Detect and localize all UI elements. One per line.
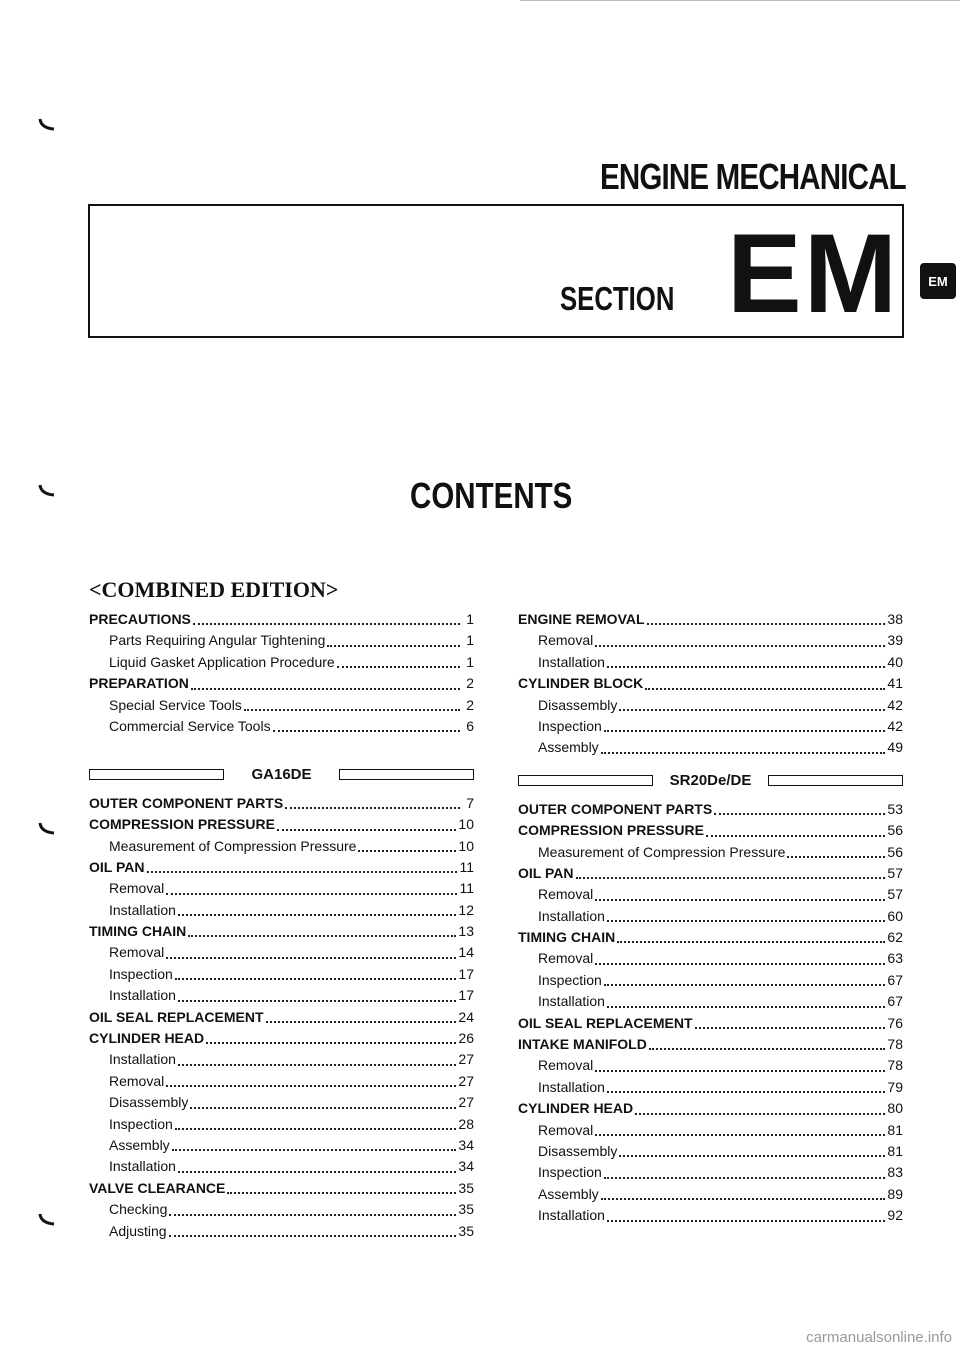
toc-entry-title: Installation <box>109 901 176 918</box>
toc-entry-page: 79 <box>887 1078 903 1095</box>
toc-entry-page: 92 <box>887 1207 903 1224</box>
dot-leader <box>607 1220 885 1222</box>
dot-leader <box>595 1134 885 1136</box>
toc-entry-title: ENGINE REMOVAL <box>518 611 645 627</box>
toc-entry-page: 11 <box>459 880 474 897</box>
toc-entry-title: Commercial Service Tools <box>109 717 271 734</box>
toc-entry[interactable] <box>518 948 903 969</box>
toc-entry-title: Installation <box>109 1051 176 1068</box>
toc-entry-title: Inspection <box>538 1164 602 1181</box>
dot-leader <box>166 957 456 959</box>
toc-entry-title: Inspection <box>538 717 602 734</box>
banner-box <box>768 775 903 786</box>
toc-entry-title: PREPARATION <box>89 675 189 692</box>
toc-entry[interactable] <box>89 630 474 651</box>
toc-entry-page: 42 <box>887 717 903 734</box>
dot-leader <box>601 1198 886 1200</box>
contents-heading: CONTENTS <box>410 475 573 516</box>
toc-entry[interactable] <box>518 820 903 841</box>
toc-entry-page: 76 <box>887 1014 903 1031</box>
toc-entry-page: 2 <box>466 696 474 713</box>
toc-entry[interactable] <box>89 652 474 673</box>
dot-leader <box>576 877 886 879</box>
dot-leader <box>193 623 460 625</box>
toc-entry-page: 57 <box>887 886 903 903</box>
dot-leader <box>169 1235 457 1237</box>
toc-entry[interactable] <box>518 1013 903 1034</box>
toc-entry-title: Disassembly <box>109 1094 189 1111</box>
toc-entry-title: OIL SEAL REPLACEMENT <box>89 1008 264 1025</box>
toc-entry-page: 13 <box>458 923 474 940</box>
corner-mark-icon <box>38 1213 56 1227</box>
toc-entry-page: 1 <box>466 653 474 670</box>
toc-entry-title: CYLINDER BLOCK <box>518 675 644 692</box>
toc-entry-title: Disassembly <box>538 1142 618 1159</box>
toc-entry-page: 35 <box>458 1222 474 1239</box>
toc-entry[interactable] <box>518 673 903 694</box>
toc-entry[interactable] <box>89 793 474 814</box>
corner-mark-icon <box>38 118 56 132</box>
toc-entry-title: CYLINDER HEAD <box>89 1030 205 1047</box>
dot-leader <box>175 1128 457 1130</box>
dot-leader <box>595 899 885 901</box>
toc-entry[interactable] <box>518 609 903 630</box>
toc-entry-page: 67 <box>887 993 903 1010</box>
dot-leader <box>147 871 458 873</box>
toc-entry[interactable] <box>518 863 903 884</box>
engine-banner <box>518 769 903 793</box>
toc-entry[interactable] <box>518 884 903 905</box>
toc-entry-title: PRECAUTIONS <box>89 611 191 627</box>
toc-entry[interactable] <box>89 942 474 963</box>
toc-entry-title: Installation <box>538 653 605 670</box>
toc-entry-page: 26 <box>458 1030 474 1047</box>
toc-entry-title: Removal <box>538 1121 594 1138</box>
toc-entry-page: 27 <box>458 1072 474 1089</box>
toc-entry-title: Removal <box>538 950 594 967</box>
toc-entry[interactable] <box>89 1092 474 1113</box>
dot-leader <box>695 1027 886 1029</box>
dot-leader <box>178 1064 456 1066</box>
section-title: ENGINE MECHANICAL <box>600 156 906 197</box>
toc-entry-page: 28 <box>458 1115 474 1132</box>
toc-entry-page: 56 <box>887 843 903 860</box>
toc-entry-title: Inspection <box>538 971 602 988</box>
dot-leader <box>649 1048 886 1050</box>
toc-entry-page: 10 <box>458 837 474 854</box>
toc-entry-page: 38 <box>887 611 903 627</box>
toc-entry-page: 49 <box>887 739 903 756</box>
toc-entry[interactable] <box>89 1028 474 1049</box>
dot-leader <box>645 688 885 690</box>
toc-entry[interactable] <box>518 1077 903 1098</box>
toc-entry[interactable] <box>89 985 474 1006</box>
toc-list <box>89 793 474 1242</box>
toc-entry-title: Measurement of Compression Pressure <box>109 837 357 854</box>
dot-leader <box>619 1155 885 1157</box>
dot-leader <box>190 1107 456 1109</box>
toc-entry[interactable] <box>518 630 903 651</box>
toc-entry-page: 83 <box>887 1164 903 1181</box>
toc-entry[interactable] <box>89 716 474 737</box>
dot-leader <box>188 935 456 937</box>
toc-entry[interactable] <box>518 970 903 991</box>
toc-entry-title: Measurement of Compression Pressure <box>538 843 786 860</box>
edition-heading: <COMBINED EDITION> <box>89 577 339 602</box>
toc-entry-title: Inspection <box>109 1115 173 1132</box>
toc-entry[interactable] <box>518 927 903 948</box>
toc-entry[interactable] <box>518 799 903 820</box>
toc-entry[interactable] <box>89 964 474 985</box>
section-word: SECTION <box>560 280 675 317</box>
toc-entry-page: 63 <box>887 950 903 967</box>
toc-entry-title: Inspection <box>109 965 173 982</box>
toc-entry[interactable] <box>518 1205 903 1226</box>
toc-entry-title: Installation <box>538 1078 605 1095</box>
toc-entry-title: Liquid Gasket Application Procedure <box>109 653 335 670</box>
toc-entry-page: 17 <box>458 965 474 982</box>
toc-entry-title: INTAKE MANIFOLD <box>518 1036 647 1053</box>
dot-leader <box>595 645 885 647</box>
dot-leader <box>607 1006 885 1008</box>
scan-edge-line <box>520 0 960 1</box>
dot-leader <box>595 963 885 965</box>
toc-entry-title: Removal <box>538 886 594 903</box>
toc-entry-title: OIL PAN <box>89 858 145 875</box>
toc-entry-page: 14 <box>458 944 474 961</box>
toc-entry-title: TIMING CHAIN <box>89 923 187 940</box>
dot-leader <box>635 1113 885 1115</box>
toc-entry[interactable] <box>89 814 474 835</box>
toc-entry-page: 1 <box>466 611 474 627</box>
toc-entry-page: 35 <box>458 1179 474 1196</box>
dot-leader <box>358 850 456 852</box>
toc-entry-page: 81 <box>887 1121 903 1138</box>
banner-box <box>339 769 474 780</box>
toc-entry-page: 7 <box>466 794 474 811</box>
dot-leader <box>607 920 885 922</box>
toc-entry-title: Disassembly <box>538 696 618 713</box>
toc-entry[interactable] <box>518 695 903 716</box>
toc-entry[interactable] <box>89 836 474 857</box>
toc-entry-title: Removal <box>109 880 165 897</box>
toc-list <box>89 609 474 737</box>
toc-entry-title: Checking <box>109 1201 168 1218</box>
toc-entry-page: 24 <box>458 1008 474 1025</box>
toc-entry-page: 34 <box>458 1136 474 1153</box>
toc-entry-title: Installation <box>538 993 605 1010</box>
dot-leader <box>619 709 885 711</box>
toc-entry-page: 67 <box>887 971 903 988</box>
toc-entry[interactable] <box>518 991 903 1012</box>
toc-list <box>518 799 903 1227</box>
toc-entry[interactable] <box>89 1199 474 1220</box>
toc-entry-title: Special Service Tools <box>109 696 242 713</box>
dot-leader <box>191 688 460 690</box>
spacer <box>89 737 474 758</box>
dot-leader <box>617 941 885 943</box>
toc-entry[interactable] <box>89 1071 474 1092</box>
toc-entry-title: OIL SEAL REPLACEMENT <box>518 1014 693 1031</box>
toc-entry-page: 78 <box>887 1036 903 1053</box>
dot-leader <box>604 730 886 732</box>
toc-entry-title: Installation <box>109 987 176 1004</box>
dot-leader <box>166 893 457 895</box>
dot-leader <box>172 1149 457 1151</box>
toc-entry-title: Removal <box>538 1057 594 1074</box>
toc-entry-title: CYLINDER HEAD <box>518 1100 634 1117</box>
toc-entry-title: VALVE CLEARANCE <box>89 1179 226 1196</box>
engine-banner <box>89 763 474 787</box>
toc-entry-page: 41 <box>887 675 903 692</box>
toc-entry[interactable] <box>518 1055 903 1076</box>
dot-leader <box>607 666 885 668</box>
toc-entry[interactable] <box>89 695 474 716</box>
banner-box <box>518 775 653 786</box>
watermark-text: carmanualsonline.info <box>806 1329 952 1346</box>
toc-entry[interactable] <box>89 921 474 942</box>
toc-entry[interactable] <box>89 900 474 921</box>
toc-entry-title: TIMING CHAIN <box>518 929 616 946</box>
banner-label: GA16DE <box>251 766 312 784</box>
dot-leader <box>327 645 460 647</box>
toc-entry-page: 89 <box>887 1185 903 1202</box>
toc-entry-title: Installation <box>538 1207 605 1224</box>
dot-leader <box>714 813 885 815</box>
toc-entry-page: 27 <box>458 1051 474 1068</box>
dot-leader <box>604 984 886 986</box>
dot-leader <box>787 856 885 858</box>
toc-entry-page: 40 <box>887 653 903 670</box>
dot-leader <box>166 1085 456 1087</box>
toc-entry[interactable] <box>518 716 903 737</box>
toc-left-column <box>89 609 474 1242</box>
toc-entry-page: 1 <box>466 632 474 649</box>
toc-entry-title: OUTER COMPONENT PARTS <box>89 794 284 811</box>
toc-right-column <box>518 609 903 1227</box>
toc-entry[interactable] <box>89 1135 474 1156</box>
toc-list <box>518 609 903 759</box>
toc-entry-page: 57 <box>887 864 903 881</box>
dot-leader <box>601 752 886 754</box>
toc-entry-title: OIL PAN <box>518 864 574 881</box>
toc-entry[interactable] <box>89 1007 474 1028</box>
dot-leader <box>337 666 460 668</box>
toc-entry-page: 42 <box>887 696 903 713</box>
toc-entry-title: Assembly <box>538 1185 599 1202</box>
dot-leader <box>285 807 460 809</box>
toc-entry-page: 27 <box>458 1094 474 1111</box>
section-code: EM <box>727 211 899 336</box>
toc-entry[interactable] <box>518 1120 903 1141</box>
toc-entry[interactable] <box>518 1098 903 1119</box>
toc-entry-page: 17 <box>458 987 474 1004</box>
dot-leader <box>277 829 456 831</box>
toc-entry-page: 35 <box>458 1201 474 1218</box>
dot-leader <box>607 1091 885 1093</box>
toc-entry[interactable] <box>89 857 474 878</box>
dot-leader <box>178 1000 456 1002</box>
toc-entry-title: Assembly <box>109 1136 170 1153</box>
section-tab[interactable]: EM <box>920 263 956 299</box>
toc-entry[interactable] <box>89 1156 474 1177</box>
toc-entry[interactable] <box>89 1221 474 1242</box>
toc-entry-title: Installation <box>109 1158 176 1175</box>
toc-entry-page: 53 <box>887 800 903 817</box>
dot-leader <box>595 1070 885 1072</box>
toc-entry-page: 34 <box>458 1158 474 1175</box>
dot-leader <box>169 1214 456 1216</box>
dot-leader <box>273 730 460 732</box>
toc-entry[interactable] <box>518 842 903 863</box>
toc-entry[interactable] <box>518 1034 903 1055</box>
toc-entry-title: Adjusting <box>109 1222 167 1239</box>
banner-box <box>89 769 224 780</box>
toc-entry-page: 62 <box>887 929 903 946</box>
toc-entry-title: Installation <box>538 907 605 924</box>
toc-entry[interactable] <box>89 673 474 694</box>
toc-entry[interactable] <box>518 1162 903 1183</box>
toc-entry-page: 10 <box>458 816 474 833</box>
toc-entry-page: 56 <box>887 822 903 839</box>
toc-entry-page: 6 <box>466 717 474 734</box>
toc-entry-page: 78 <box>887 1057 903 1074</box>
toc-entry-page: 11 <box>459 858 474 875</box>
toc-entry-title: OUTER COMPONENT PARTS <box>518 800 713 817</box>
toc-entry-page: 80 <box>887 1100 903 1117</box>
toc-entry-title: Removal <box>109 1072 165 1089</box>
corner-mark-icon <box>38 484 56 498</box>
dot-leader <box>266 1021 457 1023</box>
dot-leader <box>244 709 460 711</box>
dot-leader <box>175 978 457 980</box>
dot-leader <box>227 1192 456 1194</box>
toc-entry[interactable] <box>518 1184 903 1205</box>
dot-leader <box>604 1177 886 1179</box>
dot-leader <box>706 835 885 837</box>
corner-mark-icon <box>38 822 56 836</box>
toc-entry[interactable] <box>89 609 474 630</box>
toc-entry-page: 81 <box>887 1142 903 1159</box>
banner-label: SR20De/DE <box>669 772 752 790</box>
toc-entry-page: 12 <box>458 901 474 918</box>
toc-entry-title: Removal <box>109 944 165 961</box>
toc-entry[interactable] <box>89 1114 474 1135</box>
toc-entry-title: COMPRESSION PRESSURE <box>89 816 275 833</box>
dot-leader <box>178 1171 456 1173</box>
toc-entry-page: 60 <box>887 907 903 924</box>
toc-entry[interactable] <box>518 737 903 758</box>
toc-entry-page: 39 <box>887 632 903 649</box>
toc-entry[interactable] <box>518 1141 903 1162</box>
toc-entry-title: Assembly <box>538 739 599 756</box>
toc-entry[interactable] <box>89 1049 474 1070</box>
toc-entry[interactable] <box>89 1178 474 1199</box>
toc-entry[interactable] <box>518 906 903 927</box>
toc-entry-title: COMPRESSION PRESSURE <box>518 822 704 839</box>
dot-leader <box>647 623 886 625</box>
toc-entry[interactable] <box>89 878 474 899</box>
toc-entry-title: Parts Requiring Angular Tightening <box>109 632 326 649</box>
toc-entry-page: 2 <box>466 675 474 692</box>
toc-entry-title: Removal <box>538 632 594 649</box>
dot-leader <box>178 914 456 916</box>
dot-leader <box>206 1042 456 1044</box>
toc-entry[interactable] <box>518 652 903 673</box>
